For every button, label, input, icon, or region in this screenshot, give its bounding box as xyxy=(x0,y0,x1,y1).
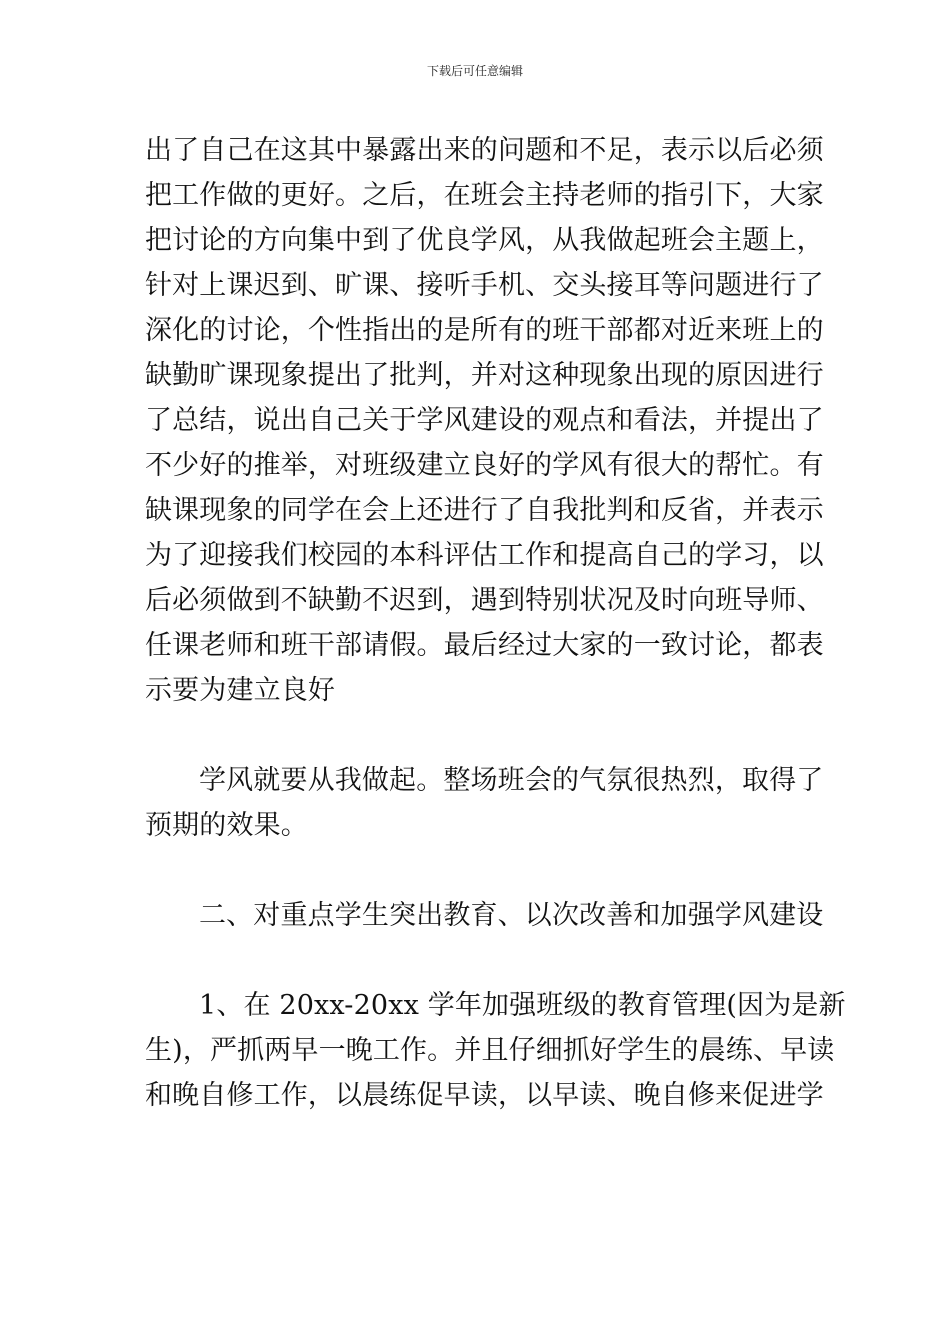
text-line: 把讨论的方向集中到了优良学风，从我做起班会主题上， xyxy=(145,225,824,256)
text-line: 不少好的推举，对班级建立良好的学风有很大的帮忙。有 xyxy=(145,450,824,481)
text-line: 生)，严抓两早一晚工作。并且仔细抓好学生的晨练、早读 xyxy=(145,1035,835,1066)
text-line: 出了自己在这其中暴露出来的问题和不足，表示以后必须 xyxy=(145,135,824,166)
text-line: 预期的效果。 xyxy=(145,810,308,841)
text-line: 1、在 20xx-20xx 学年加强班级的教育管理(因为是新 xyxy=(199,990,846,1021)
text-line: 缺课现象的同学在会上还进行了自我批判和反省，并表示 xyxy=(145,495,824,526)
text-line: 为了迎接我们校园的本科评估工作和提高自己的学习，以 xyxy=(145,540,824,571)
text-line: 学风就要从我做起。整场班会的气氛很热烈，取得了 xyxy=(199,765,824,796)
page-header: 下载后可任意编辑 xyxy=(426,64,523,78)
text-line: 把工作做的更好。之后，在班会主持老师的指引下，大家 xyxy=(145,180,824,211)
text-line: 和晚自修工作，以晨练促早读，以早读、晚自修来促进学 xyxy=(145,1080,824,1111)
paragraph-gap xyxy=(145,938,815,983)
paragraph-1 xyxy=(145,128,824,713)
paragraph-2 xyxy=(145,758,824,848)
text-line: 示要为建立良好 xyxy=(145,675,336,706)
paragraph-gap xyxy=(145,713,815,758)
text-line: 后必须做到不缺勤不迟到，遇到特别状况及时向班导师、 xyxy=(145,585,824,616)
text-line: 了总结，说出自己关于学风建设的观点和看法，并提出了 xyxy=(145,405,824,436)
document-body xyxy=(145,128,846,1118)
paragraph-3 xyxy=(145,983,846,1118)
text-line: 深化的讨论，个性指出的是所有的班干部都对近来班上的 xyxy=(145,315,824,346)
text-line: 缺勤旷课现象提出了批判，并对这种现象出现的原因进行 xyxy=(145,360,824,391)
section-heading: 二、对重点学生突出教育、以次改善和加强学风建设 xyxy=(199,900,824,931)
text-line: 针对上课迟到、旷课、接听手机、交头接耳等问题进行了 xyxy=(145,270,824,301)
paragraph-gap xyxy=(145,848,815,893)
text-line: 任课老师和班干部请假。最后经过大家的一致讨论，都表 xyxy=(145,630,824,661)
